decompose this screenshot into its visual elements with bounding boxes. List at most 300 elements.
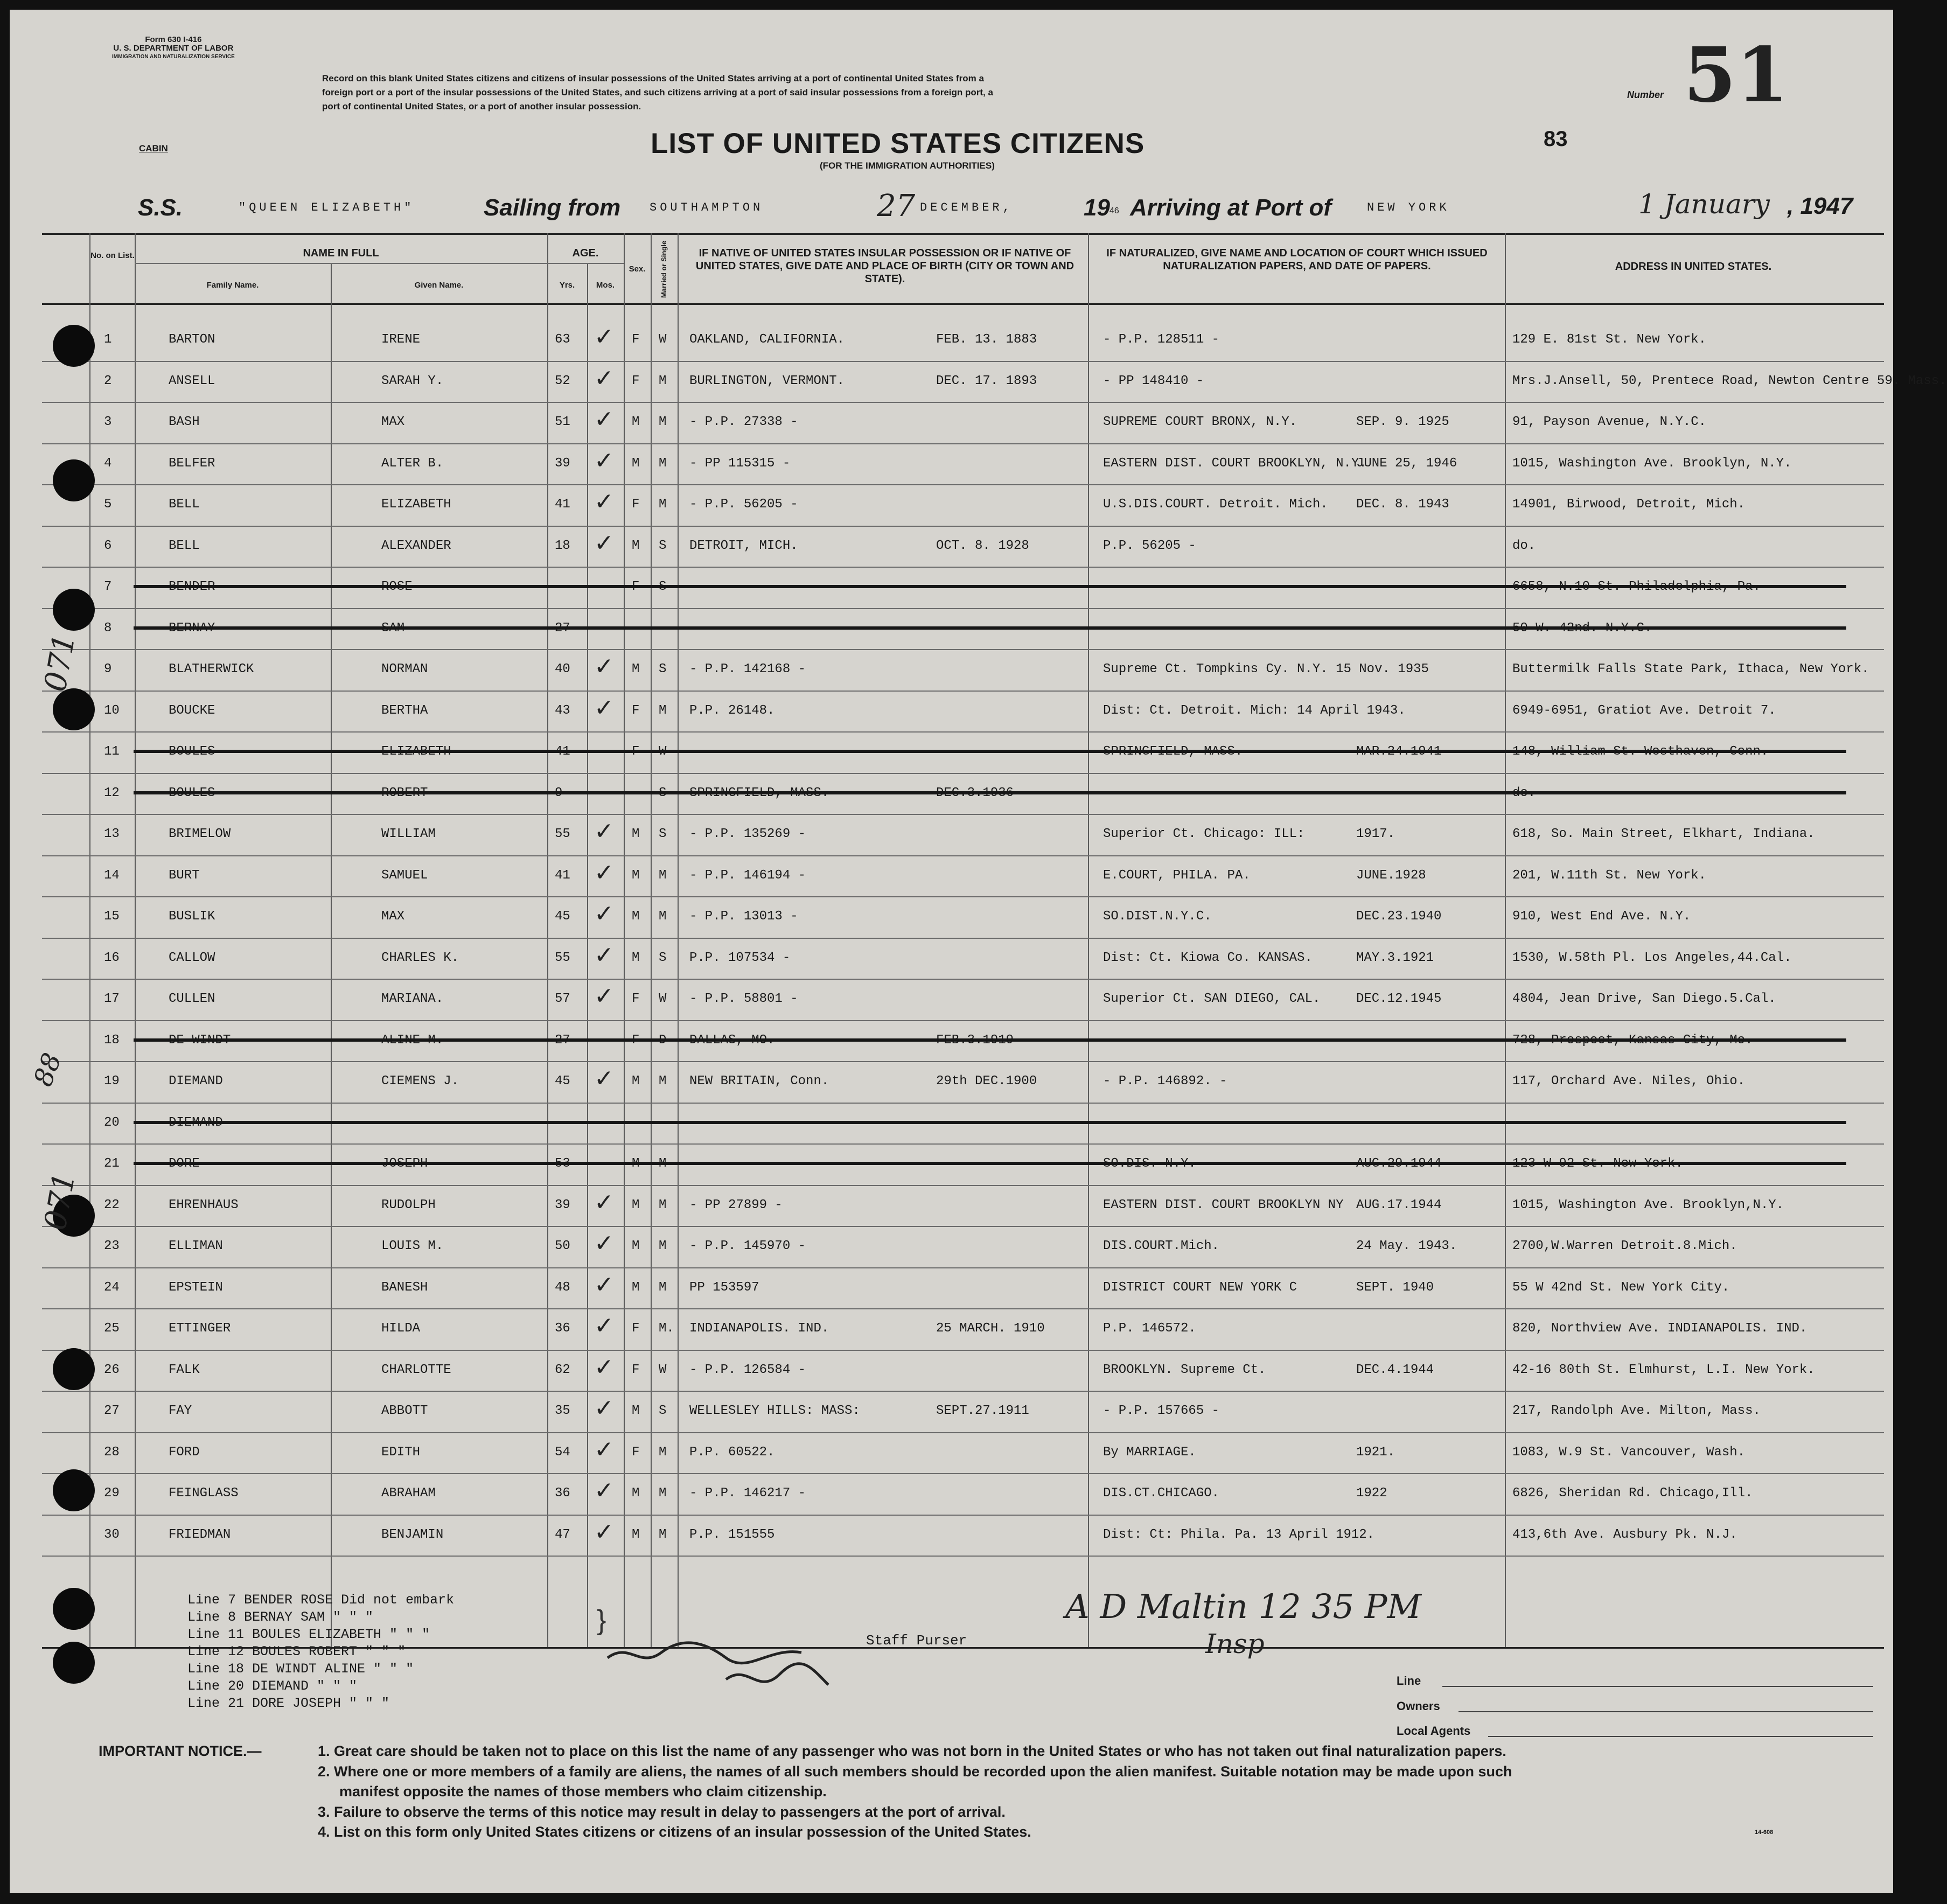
cell-family: BOUCKE	[169, 703, 215, 718]
cell-age: 55	[555, 950, 570, 965]
cell-given: WILLIAM	[381, 827, 436, 841]
table-row	[10, 1145, 1893, 1182]
cell-ms: M	[659, 1239, 667, 1253]
cell-birth-place: - P.P. 142168 -	[689, 662, 806, 676]
table-row	[10, 1351, 1893, 1389]
header-address: ADDRESS IN UNITED STATES.	[1615, 261, 1772, 273]
cell-birth-place: OAKLAND, CALIFORNIA.	[689, 332, 845, 347]
cell-no: 29	[104, 1486, 120, 1501]
cell-birth-date: 25 MARCH. 1910	[936, 1321, 1045, 1336]
table-row	[10, 650, 1893, 688]
cell-family: FAY	[169, 1404, 192, 1418]
bracket: }	[597, 1605, 606, 1636]
table-row	[10, 320, 1893, 358]
not-embarked-line: Line 11 BOULES ELIZABETH " " "	[187, 1627, 430, 1642]
cell-family: FRIEDMAN	[169, 1527, 231, 1542]
cell-court: Superior Ct. SAN DIEGO, CAL.	[1103, 992, 1321, 1006]
cell-given: CHARLOTTE	[381, 1362, 451, 1377]
cell-ms: M.	[659, 1321, 674, 1336]
cell-court-date: SEPT. 1940	[1356, 1280, 1434, 1295]
cell-court: U.S.DIS.COURT. Detroit. Mich.	[1103, 497, 1328, 512]
header-name: NAME IN FULL	[303, 247, 379, 259]
cell-no: 15	[104, 909, 120, 924]
cell-birth-place: INDIANAPOLIS. IND.	[689, 1321, 829, 1336]
table-row	[10, 939, 1893, 977]
cell-no: 4	[104, 456, 112, 471]
check-mark: ✓	[594, 653, 614, 680]
cell-sex: M	[632, 662, 640, 676]
notice-item: 1. Great care should be taken not to place on this list the name of any passenger who was not born in the United States or who has not taken out final naturalization papers.	[318, 1743, 1506, 1759]
instruction-line: foreign port or a port of the insular possessions of the United States, and such citizens arriving at a port of said insular possessions from a foreign port, a	[322, 87, 993, 97]
check-mark: ✓	[594, 1065, 614, 1092]
cell-ms: M	[659, 1197, 667, 1212]
strike-line	[134, 750, 1846, 753]
table-row	[10, 362, 1947, 400]
cell-ms: M	[659, 373, 667, 388]
cell-age: 50	[555, 1239, 570, 1253]
cell-sex: F	[632, 497, 640, 512]
cell-address: 201, W.11th St. New York.	[1512, 868, 1707, 883]
cell-birth-place: - P.P. 58801 -	[689, 992, 798, 1006]
agents-label: Local Agents	[1397, 1724, 1471, 1738]
cell-birth-place: P.P. 151555	[689, 1527, 775, 1542]
cell-court: E.COURT, PHILA. PA.	[1103, 868, 1251, 883]
cell-age: 52	[555, 373, 570, 388]
check-mark: ✓	[594, 1435, 614, 1463]
cell-sex: F	[632, 1362, 640, 1377]
cell-court: - P.P. 157665 -	[1103, 1404, 1220, 1418]
table-row	[10, 897, 1893, 935]
table-row	[10, 774, 1893, 812]
arrival-year: , 1947	[1787, 193, 1853, 219]
cell-ms: S	[659, 1404, 667, 1418]
cell-given: BENJAMIN	[381, 1527, 444, 1542]
cell-birth-place: PP 153597	[689, 1280, 759, 1295]
cell-address: 618, So. Main Street, Elkhart, Indiana.	[1512, 827, 1815, 841]
cell-no: 18	[104, 1033, 120, 1048]
check-mark: ✓	[594, 982, 614, 1010]
cell-address: 6826, Sheridan Rd. Chicago,Ill.	[1512, 1486, 1753, 1501]
cell-age: 39	[555, 456, 570, 471]
ss-label: S.S.	[138, 194, 183, 221]
margin-note: 071	[38, 631, 82, 694]
cell-court: Dist: Ct: Phila. Pa. 13 April 1912.	[1103, 1527, 1375, 1542]
cell-age: 39	[555, 1197, 570, 1212]
margin-note: 071	[38, 1170, 82, 1233]
form-id: Form 630 I-416	[145, 35, 202, 44]
table-row	[10, 733, 1893, 770]
cell-given: ALTER B.	[381, 456, 444, 471]
cell-ms: M	[659, 1074, 667, 1089]
margin-note: 88	[27, 1049, 68, 1091]
cell-no: 27	[104, 1404, 120, 1418]
page-subtitle: (FOR THE IMMIGRATION AUTHORITIES)	[820, 161, 995, 171]
cell-court-date: SEP. 9. 1925	[1356, 415, 1449, 429]
cell-given: ABRAHAM	[381, 1486, 436, 1501]
departure-port: SOUTHAMPTON	[650, 201, 764, 214]
cell-given: SARAH Y.	[381, 373, 444, 388]
header-sex: Sex.	[629, 264, 646, 274]
cell-sex: F	[632, 1445, 640, 1460]
cell-given: ALEXANDER	[381, 538, 451, 553]
cell-age: 36	[555, 1486, 570, 1501]
table-row	[10, 1186, 1893, 1224]
cell-address: 117, Orchard Ave. Niles, Ohio.	[1512, 1074, 1746, 1089]
strike-line	[134, 1162, 1846, 1165]
table-row	[10, 403, 1893, 441]
cell-birth-place: - P.P. 13013 -	[689, 909, 798, 924]
line-label: Line	[1397, 1674, 1421, 1687]
cell-court: DIS.COURT.Mich.	[1103, 1239, 1220, 1253]
cell-given: MAX	[381, 415, 405, 429]
check-mark: ✓	[594, 1271, 614, 1299]
notice-item: 4. List on this form only United States citizens or citizens of an insular possession of the United States.	[318, 1824, 1031, 1840]
sailing-label: Sailing from	[484, 194, 621, 221]
table-row	[10, 1474, 1893, 1512]
check-mark: ✓	[594, 529, 614, 557]
check-mark: ✓	[594, 859, 614, 887]
cell-no: 22	[104, 1197, 120, 1212]
cell-court-date: DEC. 8. 1943	[1356, 497, 1449, 512]
cell-age: 63	[555, 332, 570, 347]
table-row	[10, 980, 1893, 1017]
instruction-line: Record on this blank United States citizens and citizens of insular possessions of the United States arriving at a port of continental United States from a	[322, 73, 984, 83]
cell-ms: M	[659, 1527, 667, 1542]
cell-age: 48	[555, 1280, 570, 1295]
header-mos: Mos.	[596, 281, 615, 290]
notice-item: manifest opposite the names of those members who claim citizenship.	[339, 1783, 827, 1800]
check-mark: ✓	[594, 818, 614, 845]
check-mark: ✓	[594, 694, 614, 722]
cell-court-date: DEC.23.1940	[1356, 909, 1442, 924]
cell-no: 1	[104, 332, 112, 347]
cell-birth-date: 29th DEC.1900	[936, 1074, 1037, 1089]
cell-family: CALLOW	[169, 950, 215, 965]
check-mark: ✓	[594, 364, 614, 392]
cell-address: do.	[1512, 538, 1536, 553]
cell-sex: M	[632, 1239, 640, 1253]
sailing-month: DECEMBER,	[920, 201, 1013, 214]
cell-address: Mrs.J.Ansell, 50, Prentece Road, Newton Centre 59. Mass.	[1512, 373, 1947, 388]
cell-given: MAX	[381, 909, 405, 924]
cell-sex: F	[632, 373, 640, 388]
cell-birth-date: DEC. 17. 1893	[936, 373, 1037, 388]
page-number: 83	[1544, 127, 1568, 151]
not-embarked-line: Line 18 DE WINDT ALINE " " "	[187, 1661, 414, 1677]
cell-no: 19	[104, 1074, 120, 1089]
cell-sex: F	[632, 703, 640, 718]
cell-address: 820, Northview Ave. INDIANAPOLIS. IND.	[1512, 1321, 1808, 1336]
cell-court-date: JUNE.1928	[1356, 868, 1426, 883]
department: U. S. DEPARTMENT OF LABOR	[113, 44, 234, 53]
cell-given: ABBOTT	[381, 1404, 428, 1418]
cell-ms: S	[659, 538, 667, 553]
cell-no: 20	[104, 1115, 120, 1130]
cell-given: LOUIS M.	[381, 1239, 444, 1253]
cell-ms: M	[659, 1486, 667, 1501]
cell-court-date: 1921.	[1356, 1445, 1395, 1460]
cell-address: 42-16 80th St. Elmhurst, L.I. New York.	[1512, 1362, 1815, 1377]
cell-ms: W	[659, 1362, 667, 1377]
cell-no: 6	[104, 538, 112, 553]
table-row	[10, 692, 1893, 729]
table-row	[10, 856, 1893, 894]
binder-hole	[53, 459, 95, 501]
cell-age: 54	[555, 1445, 570, 1460]
cell-ms: M	[659, 1280, 667, 1295]
cell-family: BASH	[169, 415, 200, 429]
year-prefix: 19	[1084, 194, 1110, 221]
cell-age: 41	[555, 868, 570, 883]
cell-sex: M	[632, 827, 640, 841]
cell-court-date: JUNE 25, 1946	[1356, 456, 1457, 471]
cell-court: - P.P. 146892. -	[1103, 1074, 1227, 1089]
table-row	[10, 1309, 1893, 1347]
cell-court: By MARRIAGE.	[1103, 1445, 1196, 1460]
cell-court: Superior Ct. Chicago: ILL:	[1103, 827, 1305, 841]
cell-sex: M	[632, 1404, 640, 1418]
check-mark: ✓	[594, 323, 614, 351]
strike-line	[134, 626, 1846, 630]
header-given-name: Given Name.	[414, 281, 464, 290]
cell-sex: M	[632, 456, 640, 471]
form-code: 14-608	[1755, 1829, 1774, 1836]
cell-ms: M	[659, 415, 667, 429]
cell-family: ETTINGER	[169, 1321, 231, 1336]
cell-sex: F	[632, 332, 640, 347]
cell-address: 1015, Washington Ave. Brooklyn,N.Y.	[1512, 1197, 1784, 1212]
cell-family: DIEMAND	[169, 1074, 223, 1089]
cell-no: 9	[104, 662, 112, 676]
arrival-port: NEW YORK	[1367, 201, 1450, 214]
owners-label: Owners	[1397, 1699, 1440, 1713]
cell-address: 413,6th Ave. Ausbury Pk. N.J.	[1512, 1527, 1737, 1542]
table-row	[10, 1104, 1893, 1141]
cell-court-date: DEC.4.1944	[1356, 1362, 1434, 1377]
cell-ms: M	[659, 868, 667, 883]
cell-court: EASTERN DIST. COURT BROOKLYN, N.Y.	[1103, 456, 1367, 471]
cell-ms: M	[659, 1445, 667, 1460]
cell-family: EPSTEIN	[169, 1280, 223, 1295]
cell-given: CHARLES K.	[381, 950, 459, 965]
cell-sex: M	[632, 415, 640, 429]
cell-no: 26	[104, 1362, 120, 1377]
cell-no: 16	[104, 950, 120, 965]
cell-age: 40	[555, 662, 570, 676]
cell-no: 10	[104, 703, 120, 718]
cell-birth-date: FEB. 13. 1883	[936, 332, 1037, 347]
check-mark: ✓	[594, 406, 614, 433]
row-rule	[42, 1556, 1884, 1557]
cell-birth-place: - P.P. 135269 -	[689, 827, 806, 841]
cell-court: - P.P. 128511 -	[1103, 332, 1220, 347]
cell-given: IRENE	[381, 332, 421, 347]
cell-no: 28	[104, 1445, 120, 1460]
sailing-day: 27	[877, 189, 916, 224]
not-embarked-line: Line 20 DIEMAND " " "	[187, 1678, 358, 1694]
cell-court: SO.DIST.N.Y.C.	[1103, 909, 1212, 924]
form-block	[112, 36, 235, 61]
staff-purser-label: Staff Purser	[866, 1633, 967, 1649]
cell-ms: W	[659, 992, 667, 1006]
cell-birth-place: WELLESLEY HILLS: MASS:	[689, 1404, 860, 1418]
cell-sex: M	[632, 1074, 640, 1089]
cell-sex: M	[632, 1280, 640, 1295]
binder-hole	[53, 1588, 95, 1630]
check-mark: ✓	[594, 1394, 614, 1422]
cell-age: 51	[555, 415, 570, 429]
cell-court-date: MAY.3.1921	[1356, 950, 1434, 965]
arrival-date: 1 January	[1638, 189, 1770, 220]
header-naturalized: IF NATURALIZED, GIVE NAME AND LOCATION OF COURT WHICH ISSUED NATURALIZATION PAPERS, AND DATE OF PAPERS.	[1106, 247, 1488, 272]
cell-family: EHRENHAUS	[169, 1197, 239, 1212]
cell-address: 1015, Washington Ave. Brooklyn, N.Y.	[1512, 456, 1792, 471]
table-row	[10, 1392, 1893, 1429]
strike-line	[134, 1121, 1846, 1124]
strike-line	[134, 585, 1846, 588]
service: IMMIGRATION AND NATURALIZATION SERVICE	[112, 54, 235, 60]
cell-no: 23	[104, 1239, 120, 1253]
cell-birth-place: - P.P. 146194 -	[689, 868, 806, 883]
table-row	[10, 1516, 1893, 1553]
cell-no: 2	[104, 373, 112, 388]
cell-court-date: 24 May. 1943.	[1356, 1239, 1457, 1253]
cell-birth-place: - P.P. 126584 -	[689, 1362, 806, 1377]
cell-court: P.P. 146572.	[1103, 1321, 1196, 1336]
cell-no: 17	[104, 992, 120, 1006]
cell-address: 129 E. 81st St. New York.	[1512, 332, 1707, 347]
cell-family: ELLIMAN	[169, 1239, 223, 1253]
strike-line	[134, 791, 1846, 794]
cell-birth-place: - PP 115315 -	[689, 456, 791, 471]
ship-name: "QUEEN ELIZABETH"	[239, 201, 415, 214]
cell-sex: M	[632, 909, 640, 924]
cell-sex: F	[632, 1321, 640, 1336]
cell-address: 1530, W.58th Pl. Los Angeles,44.Cal.	[1512, 950, 1792, 965]
cell-family: BELL	[169, 497, 200, 512]
notice-item: 2. Where one or more members of a family are aliens, the names of all such members should be recorded upon the alien manifest. Suitable notation may be made upon such	[318, 1763, 1512, 1780]
header-yrs: Yrs.	[559, 281, 575, 290]
cell-address: 217, Randolph Ave. Milton, Mass.	[1512, 1404, 1761, 1418]
table-row	[10, 527, 1893, 564]
cell-sex: M	[632, 868, 640, 883]
cell-age: 45	[555, 909, 570, 924]
cell-family: BELFER	[169, 456, 215, 471]
binder-hole	[53, 589, 95, 631]
cell-ms: W	[659, 332, 667, 347]
strike-line	[134, 1038, 1846, 1042]
cell-no: 13	[104, 827, 120, 841]
cell-birth-date: OCT. 8. 1928	[936, 538, 1029, 553]
header-native-place: IF NATIVE OF UNITED STATES INSULAR POSSESSION OR IF NATIVE OF UNITED STATES, GIVE DATE AND PLACE OF BIRTH (CITY OR TOWN AND STATE).	[695, 247, 1074, 285]
binder-hole	[53, 1469, 95, 1511]
cell-court: Dist: Ct. Detroit. Mich: 14 April 1943.	[1103, 703, 1406, 718]
check-mark: ✓	[594, 900, 614, 927]
number-value: 51	[1684, 31, 1789, 120]
cell-address: 910, West End Ave. N.Y.	[1512, 909, 1691, 924]
cell-ms: S	[659, 827, 667, 841]
cell-address: Buttermilk Falls State Park, Ithaca, New York.	[1512, 662, 1869, 676]
cell-birth-place: - P.P. 146217 -	[689, 1486, 806, 1501]
cell-address: 4804, Jean Drive, San Diego.5.Cal.	[1512, 992, 1776, 1006]
check-mark: ✓	[594, 1230, 614, 1257]
cell-ms: M	[659, 703, 667, 718]
cell-sex: M	[632, 950, 640, 965]
instruction-line: port of continental United States, or a port of another insular possession.	[322, 101, 641, 111]
check-mark: ✓	[594, 1518, 614, 1546]
class-label: CABIN	[139, 143, 168, 154]
cell-court: - PP 148410 -	[1103, 373, 1204, 388]
number-label: Number	[1627, 89, 1664, 100]
arriving-label: Arriving at Port of	[1130, 194, 1332, 221]
cell-given: NORMAN	[381, 662, 428, 676]
manifest-sheet	[10, 10, 1947, 1893]
cell-birth-place: P.P. 26148.	[689, 703, 775, 718]
cell-birth-place: NEW BRITAIN, Conn.	[689, 1074, 829, 1089]
cell-no: 24	[104, 1280, 120, 1295]
cell-address: 91, Payson Avenue, N.Y.C.	[1512, 415, 1707, 429]
cell-given: MARIANA.	[381, 992, 444, 1006]
cell-given: HILDA	[381, 1321, 421, 1336]
instructions	[322, 72, 993, 114]
cell-age: 35	[555, 1404, 570, 1418]
cell-given: ELIZABETH	[381, 497, 451, 512]
header-age: AGE.	[572, 247, 599, 259]
cell-no: 30	[104, 1527, 120, 1542]
cell-no: 25	[104, 1321, 120, 1336]
check-mark: ✓	[594, 488, 614, 515]
table-row	[10, 568, 1893, 605]
cell-age: 36	[555, 1321, 570, 1336]
cell-no: 21	[104, 1156, 120, 1171]
cell-court: DISTRICT COURT NEW YORK C	[1103, 1280, 1297, 1295]
cell-ms: S	[659, 662, 667, 676]
table-row	[10, 1227, 1893, 1265]
binder-hole	[53, 688, 95, 730]
cell-age: 43	[555, 703, 570, 718]
cell-court: SUPREME COURT BRONX, N.Y.	[1103, 415, 1297, 429]
page-title: LIST OF UNITED STATES CITIZENS	[651, 128, 1145, 159]
check-mark: ✓	[594, 447, 614, 475]
cell-ms: M	[659, 909, 667, 924]
cell-court-date: DEC.12.1945	[1356, 992, 1442, 1006]
check-mark: ✓	[594, 1312, 614, 1340]
cell-address: 2700,W.Warren Detroit.8.Mich.	[1512, 1239, 1737, 1253]
cell-sex: M	[632, 1197, 640, 1212]
table-row	[10, 444, 1893, 482]
not-embarked-line: Line 21 DORE JOSEPH " " "	[187, 1696, 390, 1711]
cell-birth-place: - PP 27899 -	[689, 1197, 783, 1212]
binder-hole	[53, 325, 95, 367]
cell-no: 5	[104, 497, 112, 512]
inspector-note: Insp	[1205, 1628, 1265, 1659]
check-mark: ✓	[594, 1188, 614, 1216]
header-family-name: Family Name.	[206, 281, 259, 290]
header-no: No. on List.	[90, 251, 135, 260]
not-embarked-line: Line 8 BERNAY SAM " " "	[187, 1609, 374, 1625]
not-embarked-line: Line 12 BOULES ROBERT " " "	[187, 1644, 406, 1659]
binder-hole	[53, 1642, 95, 1684]
cell-sex: M	[632, 538, 640, 553]
cell-family: ANSELL	[169, 373, 215, 388]
cell-ms: M	[659, 497, 667, 512]
cell-address: 55 W 42nd St. New York City.	[1512, 1280, 1730, 1295]
check-mark: ✓	[594, 1353, 614, 1381]
cell-sex: M	[632, 1527, 640, 1542]
cell-no: 3	[104, 415, 112, 429]
cell-no: 12	[104, 785, 120, 800]
cell-court: Supreme Ct. Tompkins Cy. N.Y. 15 Nov. 1935	[1103, 662, 1429, 676]
